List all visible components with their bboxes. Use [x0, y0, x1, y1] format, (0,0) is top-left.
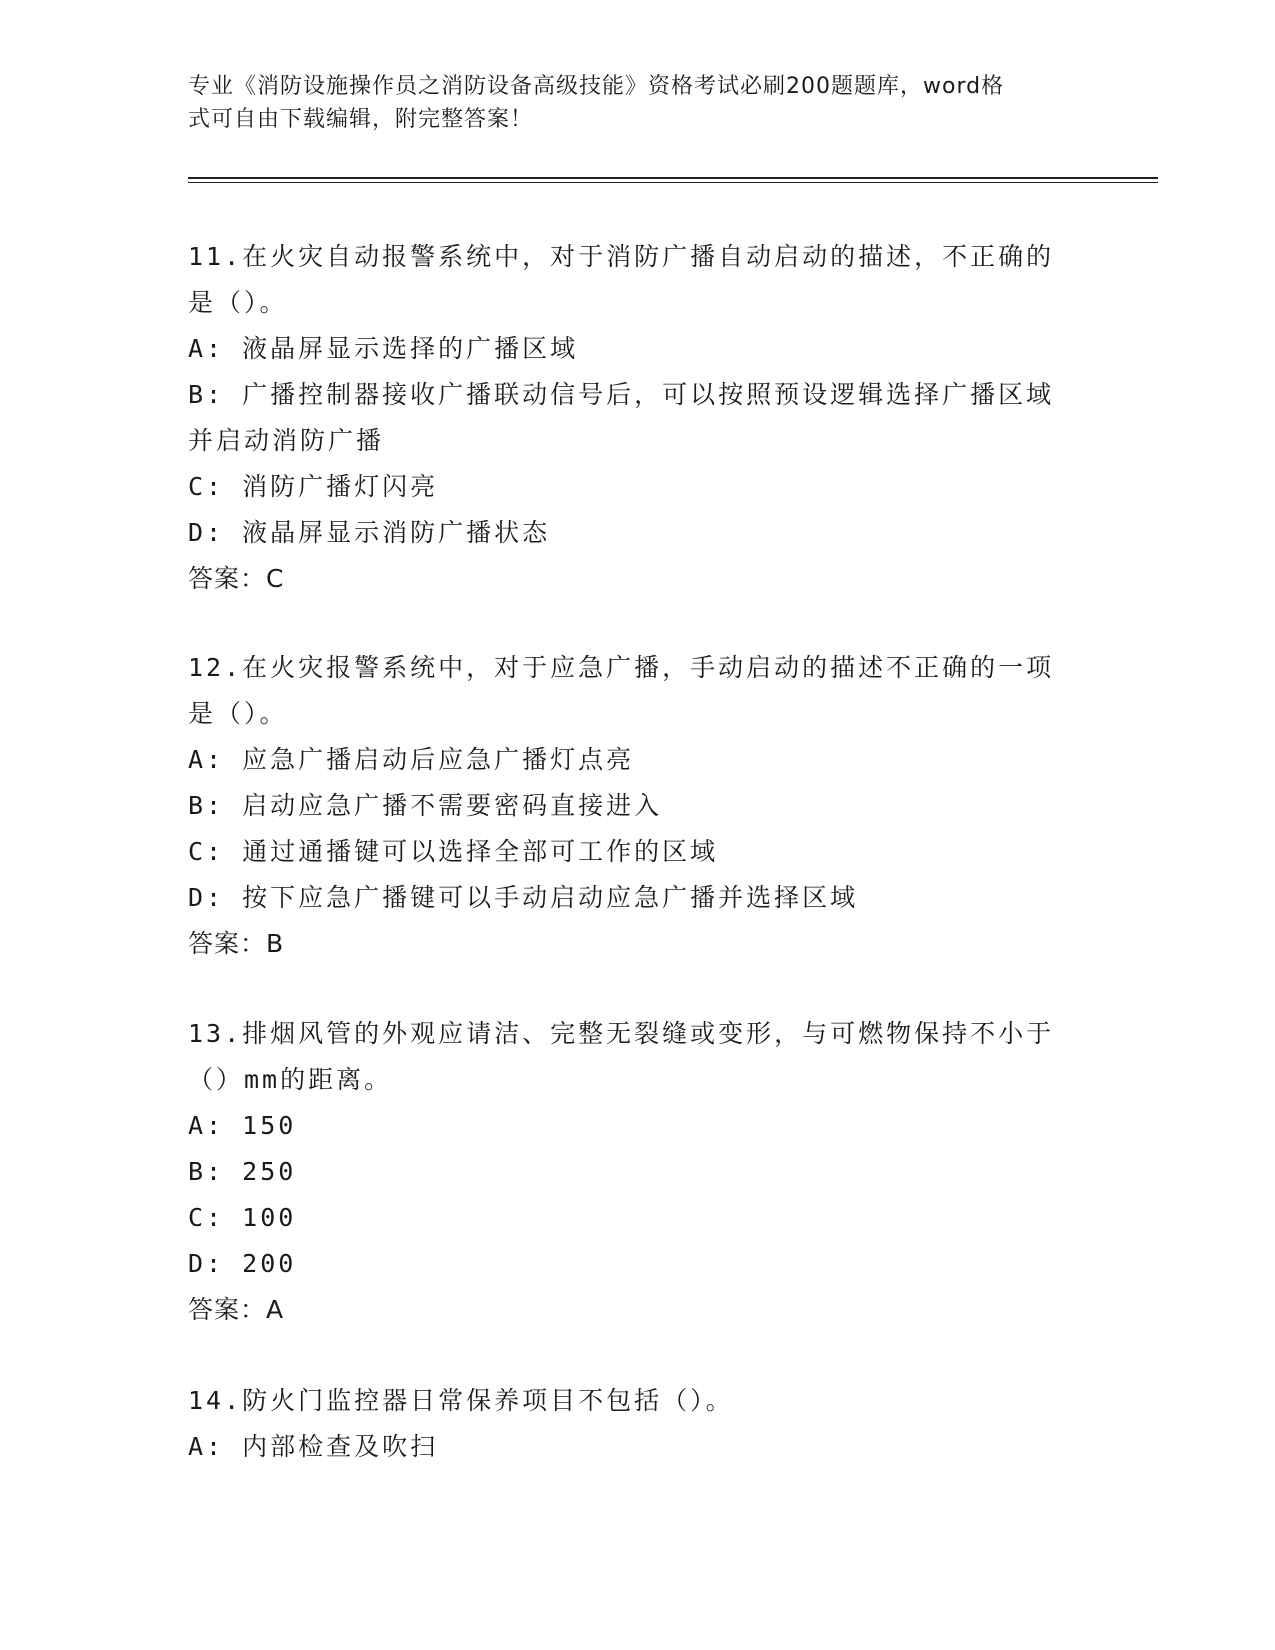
question-11 — [188, 234, 1088, 602]
option-a: A: 内部检查及吹扫 — [188, 1432, 439, 1461]
option-a: A: 液晶屏显示选择的广播区域 — [188, 334, 579, 363]
option-b: B: 启动应急广播不需要密码直接进入 — [188, 791, 663, 820]
option-d: D: 液晶屏显示消防广播状态 — [188, 518, 551, 547]
question-stem: 13.排烟风管的外观应请洁、完整无裂缝或变形，与可燃物保持不小于 — [188, 1019, 1055, 1048]
question-13 — [188, 1011, 1088, 1333]
question-stem: 11.在火灾自动报警系统中，对于消防广播自动启动的描述，不正确的 — [188, 242, 1055, 271]
answer: 答案：C — [188, 564, 285, 593]
question-stem: 12.在火灾报警系统中，对于应急广播，手动启动的描述不正确的一项 — [188, 653, 1055, 682]
header-line-1: 专业《消防设施操作员之消防设备高级技能》资格考试必刷200题题库，word格 — [188, 74, 1005, 99]
option-a: A: 150 — [188, 1111, 297, 1140]
answer: 答案：A — [188, 1295, 285, 1324]
header-divider — [188, 177, 1158, 179]
option-d: D: 200 — [188, 1249, 297, 1278]
option-d: D: 按下应急广播键可以手动启动应急广播并选择区域 — [188, 883, 859, 912]
question-14 — [188, 1378, 1088, 1470]
question-stem: （）mm的距离。 — [188, 1065, 393, 1094]
header-divider-thin — [188, 182, 1158, 183]
option-b: B: 广播控制器接收广播联动信号后，可以按照预设逻辑选择广播区域 — [188, 380, 1055, 409]
option-b-continued: 并启动消防广播 — [188, 426, 385, 455]
question-stem: 14.防火门监控器日常保养项目不包括（）。 — [188, 1386, 734, 1415]
option-b: B: 250 — [188, 1157, 297, 1186]
header-line-2: 式可自由下载编辑，附完整答案！ — [188, 107, 534, 132]
option-c: C: 100 — [188, 1203, 297, 1232]
question-stem: 是（）。 — [188, 699, 288, 728]
option-a: A: 应急广播启动后应急广播灯点亮 — [188, 745, 635, 774]
document-header — [188, 70, 1078, 136]
answer: 答案：B — [188, 929, 285, 958]
question-stem: 是（）。 — [188, 288, 288, 317]
option-c: C: 消防广播灯闪亮 — [188, 472, 439, 501]
question-12 — [188, 645, 1088, 967]
option-c: C: 通过通播键可以选择全部可工作的区域 — [188, 837, 719, 866]
